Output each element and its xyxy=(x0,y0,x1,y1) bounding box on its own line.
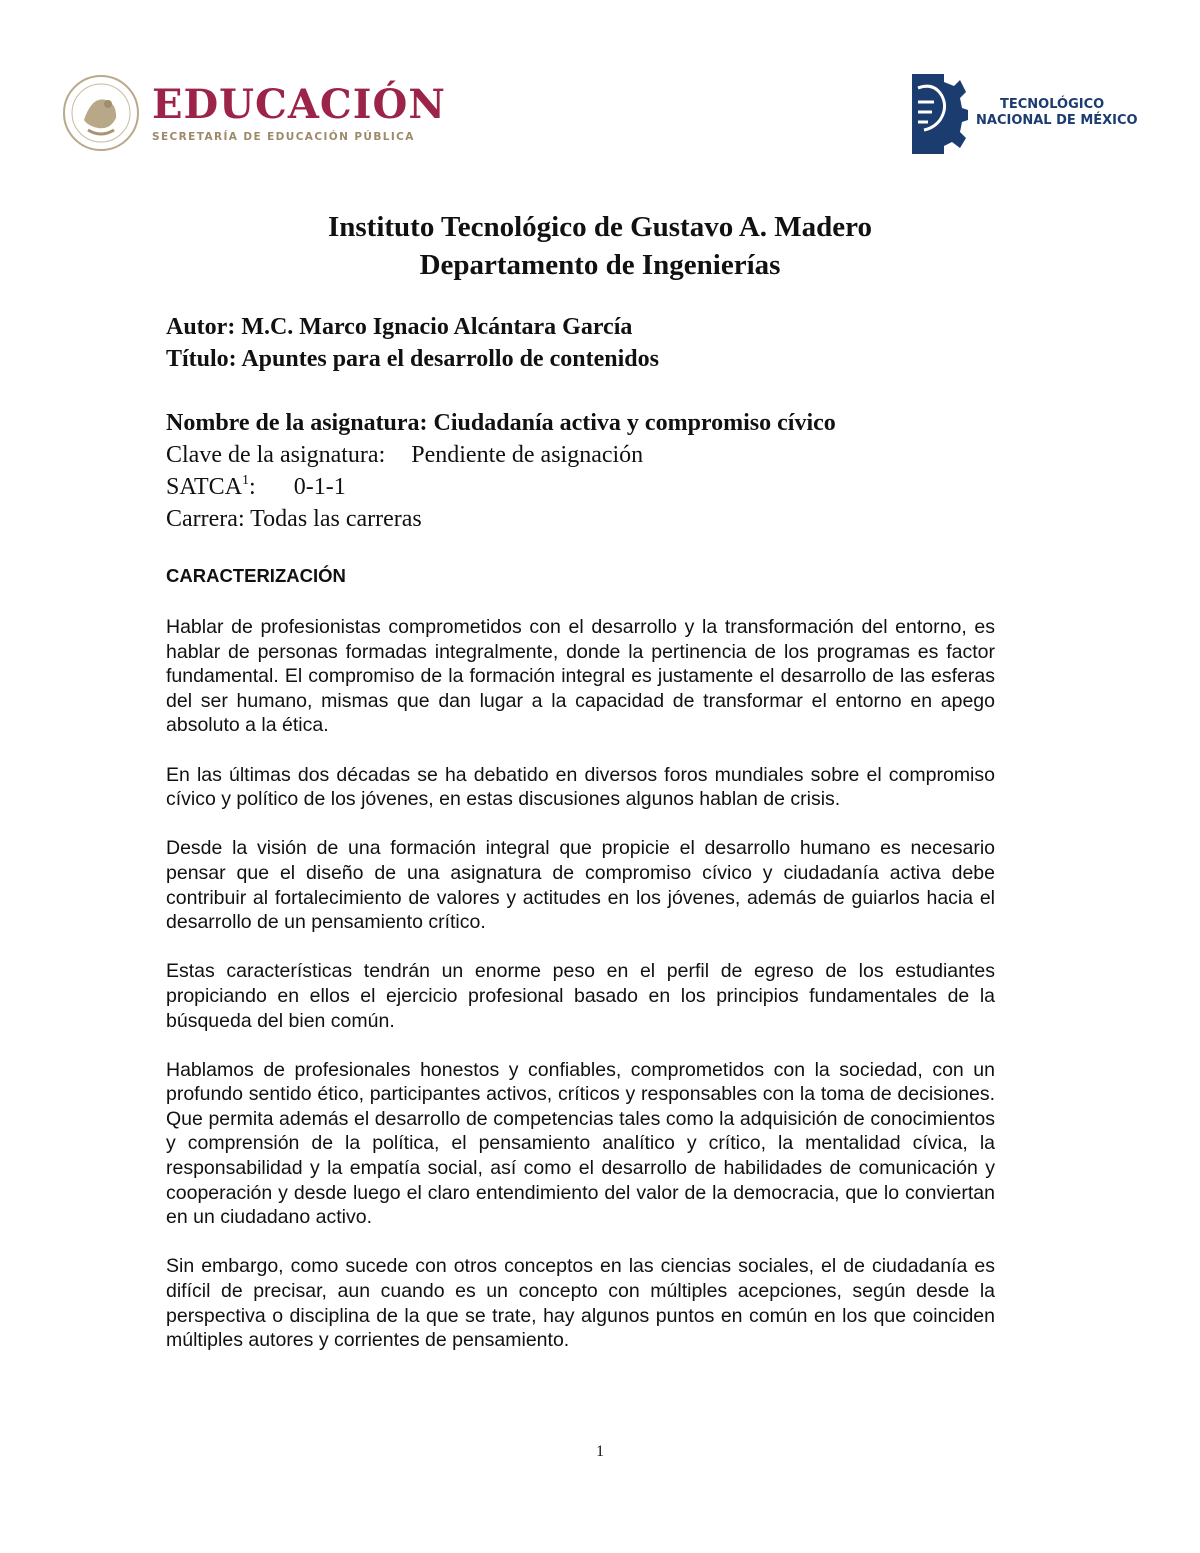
tecnm-line1: TECNOLÓGICO xyxy=(1000,97,1105,112)
paragraph: Sin embargo, como sucede con otros conceptos en las ciencias sociales, el de ciudadanía es difícil de precisar, aun cuando es un concepto con múltiples acepciones, según desde la perspectiva o disciplina de la que se trate, hay algunos puntos en común en los que coinciden múltiples autores y corrientes de pensamiento. xyxy=(166,1255,995,1352)
institute-name: Instituto Tecnológico de Gustavo A. Madero xyxy=(327,211,873,243)
document-title xyxy=(0,208,1200,284)
section-heading: CARACTERIZACIÓN xyxy=(166,565,346,586)
satca-colon: : xyxy=(249,474,256,500)
paragraph: Hablar de profesionistas comprometidos con el desarrollo y la transformación del entorno, es hablar de personas formadas integralmente, donde la pertinencia de los programas es factor fundamental. El compromiso de la formación integral es justamente el desarrollo de las esferas del ser humano, mismas que dan lugar a la capacidad de transformar el entorno en apego absoluto a la ética. xyxy=(166,616,995,737)
satca-line xyxy=(166,471,996,503)
author-line: Autor: M.C. Marco Ignacio Alcántara García xyxy=(166,314,633,340)
department-name: Departamento de Ingenierías xyxy=(419,249,781,281)
career-line: Carrera: Todas las carreras xyxy=(166,506,422,532)
satca-value: 0-1-1 xyxy=(293,474,346,500)
section-body xyxy=(166,615,995,1377)
satca-label: SATCA xyxy=(166,474,243,500)
course-key-line xyxy=(166,439,996,471)
paragraph: Estas características tendrán un enorme peso en el perfil de egreso de los estudiantes propiciando en ellos el ejercicio profesional basado en los principios fundamentales de la búsqueda del bien común. xyxy=(166,960,995,1032)
paragraph: Hablamos de profesionales honestos y confiables, comprometidos con la sociedad, con un profundo sentido ético, participantes activos, críticos y responsables con la toma de decisiones. Que permita además el desarrollo de competencias tales como la adquisición de conocimientos y comprensión de la política, el pensamiento analítico y crítico, la mentalidad cívica, la responsabilidad y la empatía social, así como el desarrollo de habilidades de comunicación y cooperación y desde luego el claro entendimiento del valor de la democracia, que lo conviertan en un ciudadano activo. xyxy=(166,1058,995,1229)
tecnm-wordmark xyxy=(976,97,1138,129)
tecnm-header-logo xyxy=(904,68,1138,158)
mexico-seal-icon xyxy=(62,74,140,152)
paragraph: Desde la visión de una formación integral que propicie el desarrollo humano es necesario pensar que el diseño de una asignatura de compromiso cívico y ciudadanía activa debe contribuir al fortalecimiento de valores y actitudes en los jóvenes, además de guiarlos hacia el desarrollo de un pensamiento crítico. xyxy=(166,837,995,934)
sep-subtitle: SECRETARÍA DE EDUCACIÓN PÚBLICA xyxy=(152,131,415,143)
course-name-line: Nombre de la asignatura: Ciudadanía activa y compromiso cívico xyxy=(166,410,836,436)
sep-header-logo xyxy=(62,74,446,152)
course-metadata xyxy=(166,311,996,535)
page-number: 1 xyxy=(596,1443,604,1460)
course-key-value: Pendiente de asignación xyxy=(411,442,644,468)
sep-title: EDUCACIÓN xyxy=(152,81,446,128)
sep-wordmark xyxy=(152,83,446,143)
course-key-label: Clave de la asignatura: xyxy=(166,442,386,468)
tecnm-gear-icon xyxy=(904,68,968,158)
tecnm-line2: NACIONAL DE MÉXICO xyxy=(976,113,1138,128)
satca-footnote-ref: 1 xyxy=(242,473,250,488)
paragraph: En las últimas dos décadas se ha debatido en diversos foros mundiales sobre el compromiso cívico y político de los jóvenes, en estas discusiones algunos hablan de crisis. xyxy=(166,763,995,811)
title-line: Título: Apuntes para el desarrollo de contenidos xyxy=(166,346,659,372)
